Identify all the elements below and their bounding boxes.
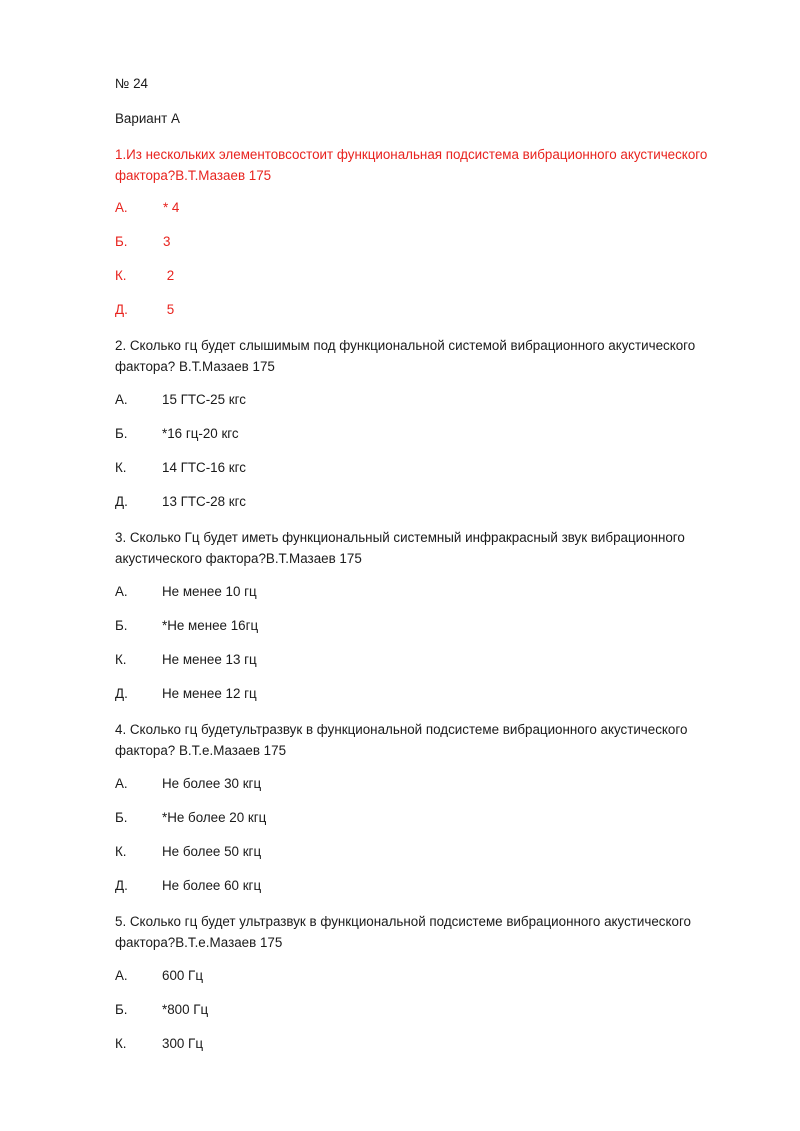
option-letter: А. [115, 200, 128, 215]
option-letter: К. [115, 844, 127, 859]
option-letter: Б. [115, 810, 128, 825]
question-3-option-b [115, 618, 258, 634]
option-letter: Б. [115, 426, 128, 441]
question-4-option-b [115, 810, 266, 826]
option-letter: А. [115, 776, 128, 791]
option-letter: Б. [115, 618, 128, 633]
question-3-option-a [115, 584, 257, 600]
question-5-option-k [115, 1036, 203, 1052]
question-4-option-d [115, 878, 261, 894]
option-letter: А. [115, 968, 128, 983]
question-3-text: 3. Сколько Гц будет иметь функциональный системный инфракрасный звук вибрационного акустического фактора?В.Т.Мазаев 175 [115, 530, 685, 566]
question-5-text: 5. Сколько гц будет ультразвук в функциональной подсистеме вибрационного акустического фактора?В.Т.е.Мазаев 175 [115, 914, 691, 950]
option-letter: Б. [115, 1002, 128, 1017]
question-1-option-b [115, 234, 170, 250]
question-3-option-d [115, 686, 257, 702]
option-text: 13 ГТС-28 кгс [162, 494, 246, 509]
question-2-option-b [115, 426, 239, 442]
option-text: *Не более 20 кгц [162, 810, 267, 825]
question-4-text: 4. Сколько гц будетультразвук в функциональной подсистеме вибрационного акустического фактора? В.Т.е.Мазаев 175 [115, 722, 688, 758]
question-1-text: 1.Из нескольких элементовсостоит функциональная подсистема вибрационного акустического фактора?В.Т.Мазаев 175 [115, 147, 708, 183]
option-letter: К. [115, 652, 127, 667]
option-text: Не более 30 кгц [162, 776, 262, 791]
option-text: 14 ГТС-16 кгс [162, 460, 246, 475]
option-text: 2 [163, 268, 175, 283]
option-letter: Д. [115, 302, 128, 317]
question-2-option-a [115, 392, 246, 408]
option-letter: Д. [115, 686, 128, 701]
question-2-option-d [115, 494, 246, 510]
question-4-option-k [115, 844, 261, 860]
option-letter: К. [115, 460, 127, 475]
option-text: *Не менее 16гц [162, 618, 259, 633]
variant-label: Вариант А [115, 111, 180, 126]
option-letter: Д. [115, 494, 128, 509]
option-text: 300 Гц [162, 1036, 203, 1051]
option-letter: Д. [115, 878, 128, 893]
option-text: * 4 [163, 200, 180, 215]
option-letter: К. [115, 268, 127, 283]
option-text: Не более 50 кгц [162, 844, 262, 859]
question-4-option-a [115, 776, 261, 792]
option-text: *800 Гц [162, 1002, 209, 1017]
option-letter: К. [115, 1036, 127, 1051]
option-text: Не менее 10 гц [162, 584, 257, 599]
option-letter: А. [115, 392, 128, 407]
option-text: 5 [163, 302, 175, 317]
option-letter: Б. [115, 234, 128, 249]
option-letter: А. [115, 584, 128, 599]
question-2-option-k [115, 460, 246, 476]
option-text: 15 ГТС-25 кгс [162, 392, 246, 407]
option-text: *16 гц-20 кгс [162, 426, 239, 441]
question-2-text: 2. Сколько гц будет слышимым под функциональной системой вибрационного акустического фактора? В.Т.Мазаев 175 [115, 338, 696, 374]
document-number: № 24 [115, 76, 148, 91]
question-1-option-d [115, 302, 174, 318]
option-text: 600 Гц [162, 968, 203, 983]
question-1-option-k [115, 268, 174, 284]
question-5-option-b [115, 1002, 208, 1018]
option-text: Не более 60 кгц [162, 878, 262, 893]
option-text: Не менее 12 гц [162, 686, 257, 701]
question-3-option-k [115, 652, 257, 668]
question-1-option-a [115, 200, 179, 216]
question-5-option-a [115, 968, 203, 984]
option-text: 3 [163, 234, 171, 249]
option-text: Не менее 13 гц [162, 652, 257, 667]
